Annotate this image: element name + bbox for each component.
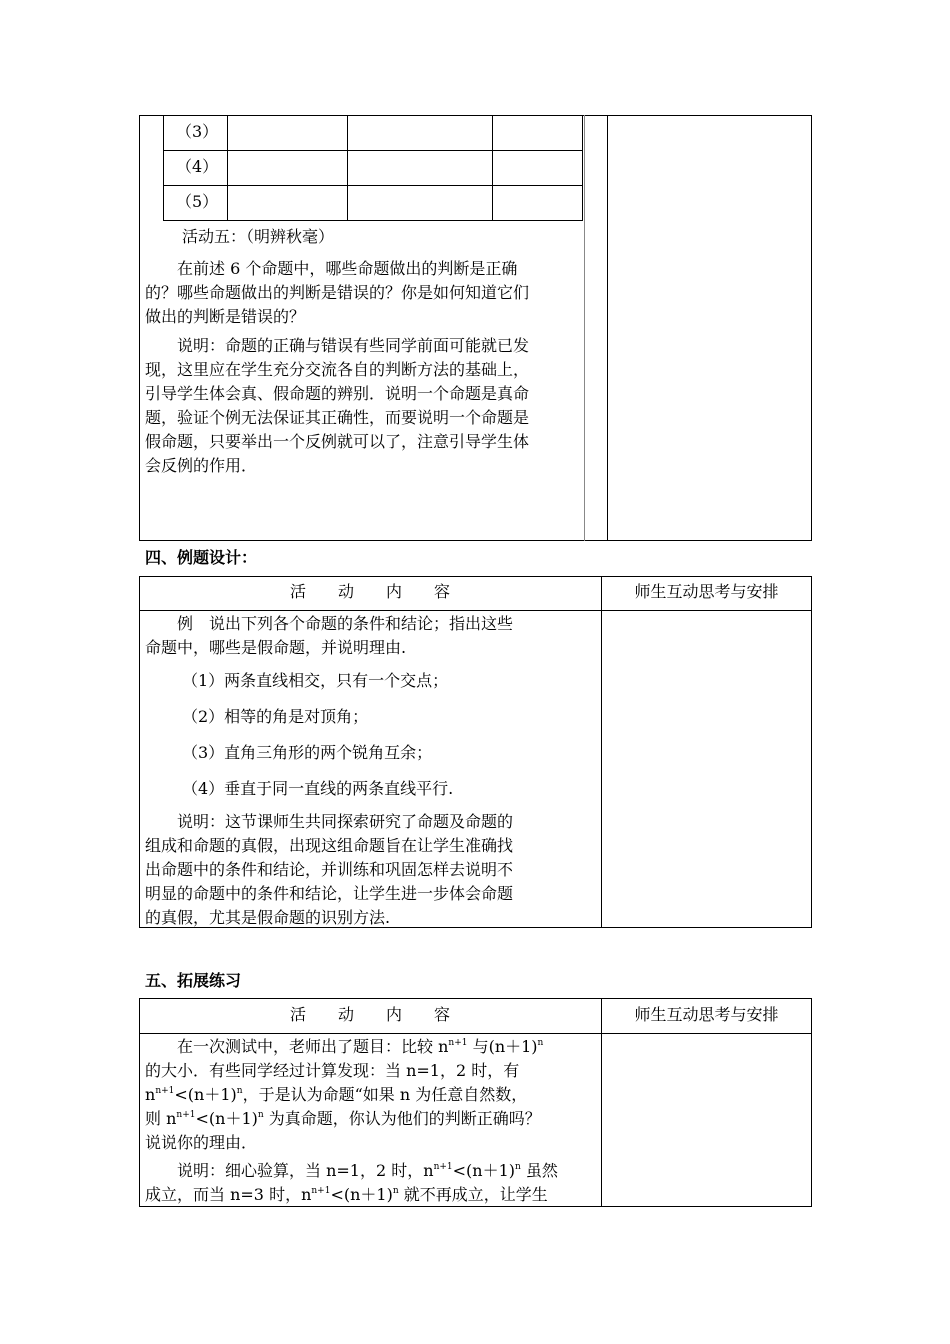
exercise-note-paragraph [145,1159,600,1207]
inner-col-line [492,115,493,221]
header-row-line [139,610,812,611]
note-line [145,1159,600,1183]
superscript: n+1 [155,1086,175,1096]
exercise-line [145,1107,600,1131]
exercise-paragraph [145,1035,600,1155]
col-header-interaction: 师生互动思考与安排 [634,582,779,601]
exercise-line [145,1083,600,1107]
superscript: n [515,1162,521,1172]
note-line: 题，验证个例无法保证其正确性，而要说明一个命题是 [145,408,530,427]
note-line: 组成和命题的真假，出现这组命题旨在让学生准确找 [145,836,514,855]
superscript: n [537,1038,544,1048]
example-line: 例 说出下列各个命题的条件和结论；指出这些 [177,614,514,633]
text-run: 为真命题，你认为他们的判断正确吗？ [263,1109,541,1128]
column-divider [607,115,608,541]
col-header-activity: 活 动 内 容 [289,582,450,601]
question-line: 的？哪些命题做出的判断是错误的？你是如何知道它们 [145,283,530,302]
header-row-line [139,1033,812,1034]
superscript: n+1 [176,1110,196,1120]
superscript: n+1 [433,1162,453,1172]
note-line: 的真假，尤其是假命题的识别方法. [145,908,391,927]
question-line: 在前述 6 个命题中，哪些命题做出的判断是正确 [177,259,518,278]
note-line: 会反例的作用． [145,456,258,475]
question-paragraph [145,257,605,329]
note-paragraph [145,334,605,478]
text-run: 在一次测试中，老师出了题目：比较 n [177,1037,449,1056]
example-item: （3）直角三角形的两个锐角互余； [182,743,433,762]
inner-row-label: （5） [176,192,219,211]
exercise-line: 的大小．有些同学经过计算发现：当 n=1，2 时，有 [145,1061,520,1080]
inner-row-line [163,185,583,186]
col-header-interaction: 师生互动思考与安排 [634,1005,779,1024]
text-run: 就不再成立，让学生 [398,1185,548,1204]
superscript: n+1 [311,1186,331,1196]
example-line: 命题中，哪些是假命题，并说明理由. [145,638,407,657]
inner-row-line [163,150,583,151]
section4-heading: 四、例题设计： [145,548,258,567]
example-item: （4）垂直于同一直线的两条直线平行. [182,779,454,798]
text-run: <(n＋1) [174,1085,237,1104]
superscript: n [257,1110,264,1120]
text-run: 说明：细心验算，当 n=1，2 时，n [177,1161,434,1180]
text-run: 则 n [145,1109,177,1128]
text-run: <(n＋1) [195,1109,258,1128]
superscript: n+1 [448,1038,468,1048]
superscript: n [392,1186,399,1196]
note-line: 假命题，只要举出一个反例就可以了，注意引导学生体 [145,432,530,451]
text-run: <(n＋1) [452,1161,516,1180]
note-line [145,1183,600,1207]
inner-table [163,115,583,221]
note-line: 明显的命题中的条件和结论，让学生进一步体会命题 [145,884,514,903]
example-item: （1）两条直线相交，只有一个交点； [182,671,449,690]
activity5-title: 活动五：（明辨秋毫） [182,227,335,246]
inner-col-line [347,115,348,221]
inner-row-label: （4） [176,157,219,176]
superscript: n [236,1086,243,1096]
text-run: 成立，而当 n=3 时，n [145,1185,312,1204]
exercise-line: 说说你的理由． [145,1133,258,1152]
example-note-paragraph [145,810,600,930]
exercise-line [145,1035,600,1059]
text-run: 虽然 [520,1161,558,1180]
col-header-activity: 活 动 内 容 [289,1005,450,1024]
example-item: （2）相等的角是对顶角； [182,707,369,726]
note-line: 说明：命题的正确与错误有些同学前面可能就已发 [177,336,530,355]
text-run: ，于是认为命题“如果 n 为任意自然数， [242,1085,528,1104]
question-line: 做出的判断是错误的？ [145,307,306,326]
note-line: 出命题中的条件和结论，并训练和巩固怎样去说明不 [145,860,514,879]
example-paragraph [145,612,600,660]
note-line: 引导学生体会真、假命题的辨别．说明一个命题是真命 [145,384,530,403]
inner-row-label: （3） [176,122,219,141]
note-line: 现，这里应在学生充分交流各自的判断方法的基础上， [145,360,530,379]
inner-col-line [227,115,228,221]
section5-heading: 五、拓展练习 [145,971,242,990]
text-run: <(n＋1) [330,1185,393,1204]
text-run: n [145,1085,156,1104]
note-line: 说明：这节课师生共同探索研究了命题及命题的 [177,812,514,831]
text-run: 与(n＋1) [467,1037,538,1056]
column-divider [601,576,602,928]
